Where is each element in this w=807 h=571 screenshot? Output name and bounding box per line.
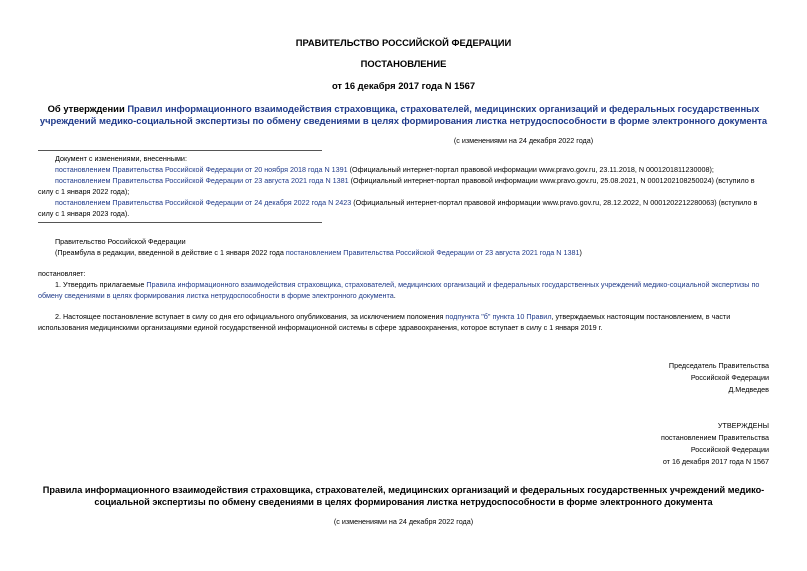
clause-2-subparagraph-link[interactable]: подпункта "б" пункта 10 Правил [445, 312, 552, 321]
title-rules-link[interactable]: Правил информационного взаимодействия страховщика, страхователей, медицинских организаций и федеральных государственных [127, 103, 760, 114]
signature-country: Российской Федерации [690, 373, 769, 382]
clause-2-line2: использования медицинскими организациями единой государственной информационной системы в сфере здравоохранения, которое вступает в силу с 1 января 2019 г. [38, 323, 603, 333]
rules-title [0, 484, 807, 508]
clause-2-suffix: , утверждаемых настоящим постановлением, в части [551, 312, 731, 321]
divider-top [38, 150, 322, 151]
change-text-3b: силу с 1 января 2023 года). [38, 209, 130, 218]
signature-name: Д.Медведев [728, 385, 769, 394]
approval-date: от 16 декабря 2017 года N 1567 [662, 457, 769, 466]
preamble-note [55, 247, 769, 258]
revision-note: (с изменениями на 24 декабря 2022 года) [453, 136, 594, 145]
clause-1-suffix: . [393, 291, 396, 301]
change-item-1 [55, 164, 769, 175]
signature-block [669, 360, 769, 396]
approval-line-3: Российской Федерации [690, 445, 769, 454]
divider-bottom [38, 222, 322, 223]
approval-line-2: постановлением Правительства [661, 433, 769, 442]
change-link-2[interactable]: постановлением Правительства Российской Федерации от 23 августа 2021 года N 1381 [55, 176, 349, 185]
change-text-2b: силу с 1 января 2022 года); [38, 187, 130, 196]
approval-block [661, 420, 769, 468]
rules-revision-note: (с изменениями на 24 декабря 2022 года) [333, 517, 474, 526]
clause-1-rules-link[interactable]: Правила информационного взаимодействия страховщика, страхователей, медицинских организаций и федеральных государственных учреждений медико-социальной экспертизы по [146, 280, 760, 289]
clause-1 [38, 279, 769, 301]
change-item-2 [38, 175, 769, 197]
change-text-1: (Официальный интернет-портал правовой информации www.pravo.gov.ru, 23.11.2018, N 0001201811230008); [347, 165, 714, 174]
change-text-2: (Официальный интернет-портал правовой информации www.pravo.gov.ru, 25.08.2021, N 0001202108250024) (вступило в [348, 176, 755, 185]
rules-title-line-1: Правила информационного взаимодействия страховщика, страхователей, медицинских организаций и федеральных государственных учреждений медико- [42, 485, 765, 495]
preamble-government: Правительство Российской Федерации [55, 237, 186, 246]
approval-heading: УТВЕРЖДЕНЫ [717, 421, 769, 430]
preamble-note-suffix: ) [579, 248, 582, 257]
title-prefix: Об утверждении [47, 103, 128, 114]
rules-title-line-2: социальной экспертизы по обмену сведениями в целях формирования листка нетрудоспособности в форме электронного документа [94, 497, 713, 507]
clause-2 [38, 311, 769, 333]
document-type: ПОСТАНОВЛЕНИЕ [360, 58, 447, 69]
change-link-3[interactable]: постановлением Правительства Российской Федерации от 24 декабря 2022 года N 2423 [55, 198, 352, 207]
preamble-note-link[interactable]: постановлением Правительства Российской Федерации от 23 августа 2021 года N 1381 [285, 248, 580, 257]
government-name: ПРАВИТЕЛЬСТВО РОССИЙСКОЙ ФЕДЕРАЦИИ [295, 37, 512, 48]
changes-intro: Документ с изменениями, внесенными: [55, 154, 187, 163]
clause-2-prefix: 2. Настоящее постановление вступает в силу со дня его официального опубликования, за исключением положения [55, 312, 446, 321]
clause-1-rules-link-cont[interactable]: обмену сведениями в целях формирования листка нетрудоспособности в форме электронного документа [38, 291, 394, 301]
change-link-1[interactable]: постановлением Правительства Российской Федерации от 20 ноября 2018 года N 1391 [55, 165, 348, 174]
change-text-3: (Официальный интернет-портал правовой информации www.pravo.gov.ru, 28.12.2022, N 0001202212280063) (вступило в [351, 198, 758, 207]
preamble-note-prefix: (Преамбула в редакции, введенной в действие с 1 января 2022 года [55, 248, 286, 257]
signature-position: Председатель Правительства [668, 361, 769, 370]
document-date-number: от 16 декабря 2017 года N 1567 [331, 80, 476, 91]
preamble-decides: постановляет: [38, 269, 86, 278]
document-title [0, 103, 807, 127]
change-item-3 [38, 197, 769, 219]
clause-1-prefix: 1. Утвердить прилагаемые [55, 280, 147, 289]
title-rules-link-cont[interactable]: учреждений медико-социальной экспертизы по обмену сведениями в целях формирования листка нетрудоспособности в форме электронного документа [39, 115, 768, 126]
